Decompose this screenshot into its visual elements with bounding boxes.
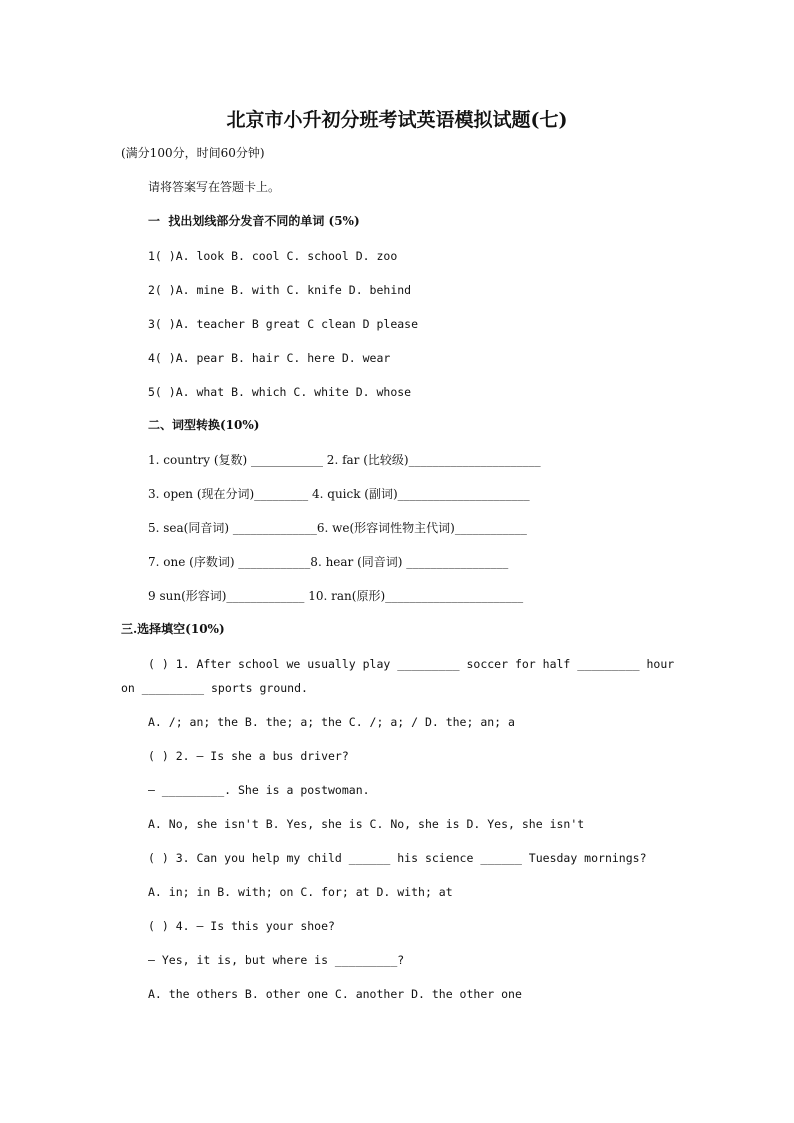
section2-question: 5. sea(同音词) ______________6. we(形容词性物主代词)____________: [148, 521, 527, 535]
instruction: 请将答案写在答题卡上。: [148, 180, 281, 194]
section2-question: 3. open (现在分词)_________ 4. quick (副词)______________________: [148, 487, 530, 501]
section3-heading: 三.选择填空(10%): [121, 622, 225, 636]
section1-question: 5( )A. what B. which C. white D. whose: [148, 385, 412, 399]
section1-question: 1( )A. look B. cool C. school D. zoo: [148, 249, 398, 263]
section2-question: 9 sun(形容词)_____________ 10. ran(原形)_______________________: [148, 589, 524, 603]
section3-line: A. in; in B. with; on C. for; at D. with; at: [148, 885, 453, 899]
section3-line: — Yes, it is, but where is _________?: [148, 953, 405, 967]
page-title: 北京市小升初分班考试英语模拟试题(七): [226, 109, 568, 131]
section1-question: 3( )A. teacher B great C clean D please: [148, 317, 419, 331]
section3-line: on _________ sports ground.: [121, 681, 308, 695]
section3-line: ( ) 4. — Is this your shoe?: [148, 919, 335, 933]
section1-question: 2( )A. mine B. with C. knife D. behind: [148, 283, 412, 297]
section2-question: 7. one (序数词) ____________8. hear (同音词) _________________: [148, 555, 509, 569]
section3-line: ( ) 3. Can you help my child ______ his science ______ Tuesday mornings?: [148, 851, 647, 865]
section3-line: ( ) 2. — Is she a bus driver?: [148, 749, 349, 763]
section3-line: A. the others B. other one C. another D. the other one: [148, 987, 522, 1001]
section3-line: — _________. She is a postwoman.: [148, 783, 370, 797]
section3-line: A. /; an; the B. the; a; the C. /; a; / D. the; an; a: [148, 715, 515, 729]
score-time-note: (满分100分，时间60分钟): [121, 146, 265, 160]
section3-line: A. No, she isn't B. Yes, she is C. No, she is D. Yes, she isn't: [148, 817, 585, 831]
section1-question: 4( )A. pear B. hair C. here D. wear: [148, 351, 391, 365]
section3-line: ( ) 1. After school we usually play _________ soccer for half _________ hour: [148, 657, 675, 671]
section2-heading: 二、词型转换(10%): [148, 418, 260, 432]
section2-question: 1. country (复数) ____________ 2. far (比较级)______________________: [148, 453, 541, 467]
section1-heading: 一 找出划线部分发音不同的单词 (5%): [148, 214, 360, 228]
